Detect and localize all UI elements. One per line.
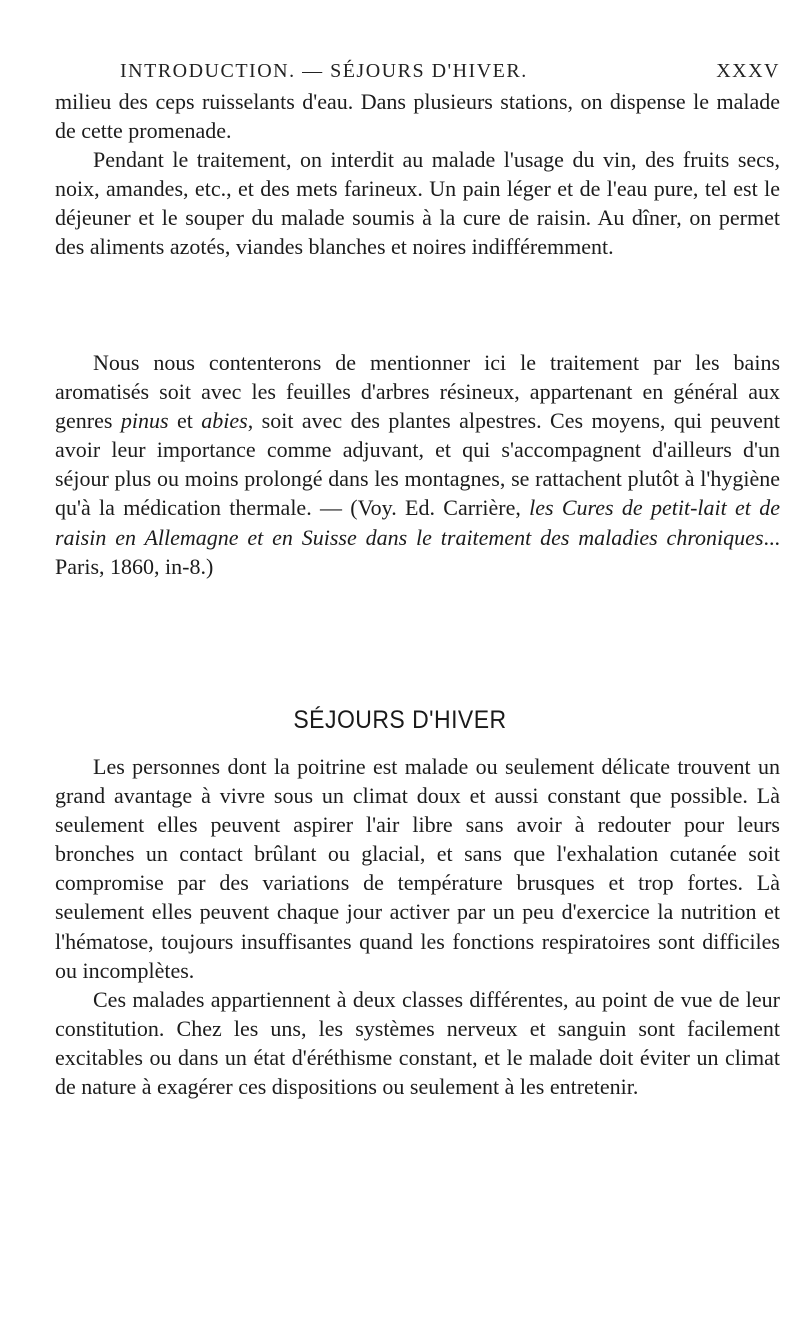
baths-text-3: , soit avec des plantes alpestres. Ces moyens, qui peuvent avoir leur importance comme adjuvant, et qui s'accompagnent d'ailleurs d'un séjour plus ou moins prolongé dans les montagnes, se rattachent plutôt à l'hygiène qu'à la médication thermale. — (Voy. Ed. Carrière, (55, 408, 780, 521)
genus-pinus: pinus (120, 408, 169, 434)
paragraph-continuation: milieu des ceps ruisselants d'eau. Dans plusieurs stations, on dispense le malade de cette promenade. (55, 89, 780, 144)
paragraph-aromatic-baths (55, 348, 780, 581)
paragraph-winter-stays: Les personnes dont la poitrine est malade ou seulement délicate trouvent un grand avantage à vivre sous un climat doux et aussi constant que possible. Là seulement elles peuvent aspirer l'air libre sans avoir à redouter pour leurs bronches un contact brûlant ou glacial, et sans que l'exhalation cutanée soit compromise par des variations de température brusques et trop fortes. Là seulement elles peuvent chaque jour activer par un peu d'exercice la nutrition et l'hématose, toujours insuffisantes quand les fonctions respiratoires sont difficiles ou incomplètes. (55, 754, 780, 983)
running-head-title: INTRODUCTION. — SÉJOURS D'HIVER. (120, 60, 528, 82)
baths-text-2: et (168, 408, 202, 434)
text-block-top (55, 87, 780, 262)
section-heading: SÉJOURS D'HIVER (293, 706, 507, 734)
page-number: XXXV (716, 60, 780, 82)
cited-book-title: les Cures de petit-lait et de raisin en Allemagne et en Suisse dans le traitement des maladies chroniques (55, 495, 780, 550)
text-block-baths (55, 348, 780, 581)
text-block-winter (55, 752, 780, 1101)
paragraph-treatment-diet: Pendant le traitement, on interdit au malade l'usage du vin, des fruits secs, noix, amandes, etc., et des mets farineux. Un pain léger et de l'eau pure, tel est le déjeuner et le souper du malade soumis à la cure de raisin. Au dîner, on permet des aliments azotés, viandes blanches et noires indifféremment. (55, 147, 780, 260)
baths-text-1: Nous nous contenterons de mentionner ici le traitement par les bains aromatisés soit avec les feuilles d'arbres résineux, appartenant en général aux genres (55, 350, 780, 434)
paragraph-patient-classes: Ces malades appartiennent à deux classes différentes, au point de vue de leur constitution. Chez les uns, les systèmes nerveux et sanguin sont facilement excitables ou dans un état d'éréthisme constant, et le malade doit éviter un climat de nature à exagérer ces dispositions ou seulement à les entretenir. (55, 986, 780, 1100)
running-head (120, 60, 780, 86)
genus-abies: abies (201, 408, 248, 434)
baths-text-4: ... Paris, 1860, in-8.) (55, 524, 780, 579)
